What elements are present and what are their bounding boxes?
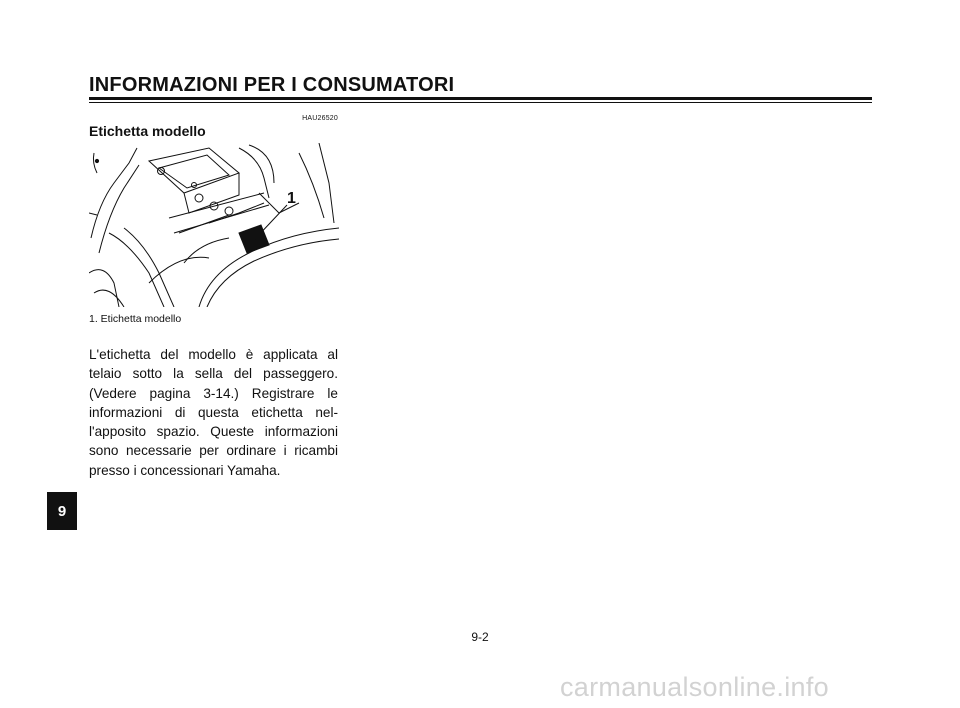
chapter-tab: 9 bbox=[47, 492, 77, 530]
header-rule-thin bbox=[89, 102, 872, 103]
body-paragraph: L'etichetta del modello è applicata al telaio sotto la sella del passeggero. (Vedere pagina 3-14.) Registrare le informazioni di questa etichetta nel-l'apposito spazio. Queste informazioni sono necessarie per ordinare i ricambi presso i concessionari Yamaha. bbox=[89, 347, 338, 478]
section-heading: Etichetta modello bbox=[89, 123, 206, 139]
model-label-illustration bbox=[89, 143, 339, 307]
section-code: HAU26520 bbox=[302, 115, 338, 122]
figure-caption: 1. Etichetta modello bbox=[89, 313, 182, 325]
callout-number: 1 bbox=[287, 190, 296, 207]
watermark: carmanualsonline.info bbox=[560, 672, 829, 702]
header-rule-thick bbox=[89, 97, 872, 100]
page-number: 9-2 bbox=[471, 630, 489, 644]
page-header-title: INFORMAZIONI PER I CONSUMATORI bbox=[89, 74, 455, 96]
